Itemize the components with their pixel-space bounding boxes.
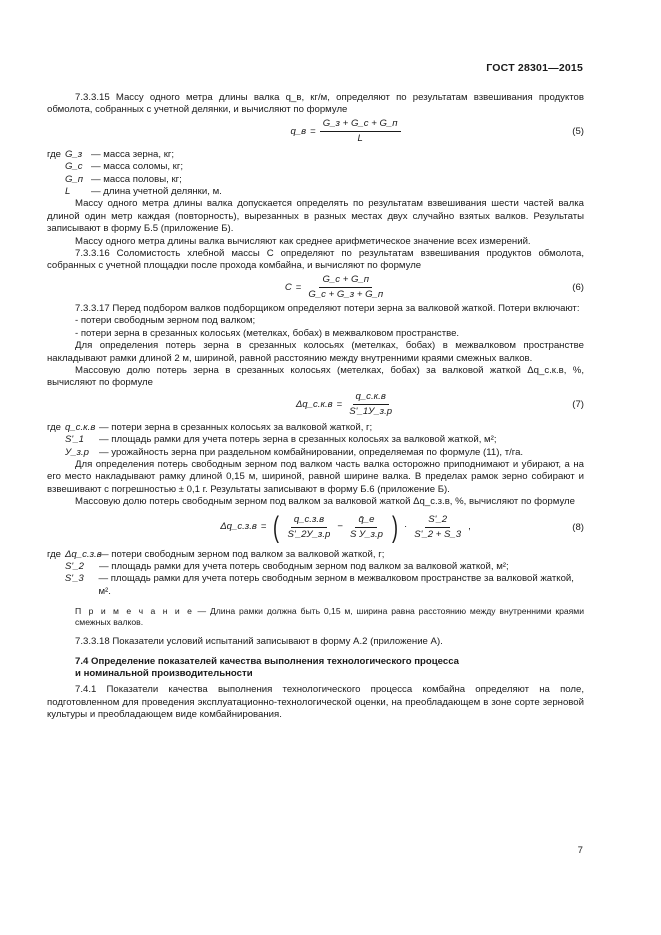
def-symbol: G_з bbox=[65, 148, 83, 160]
formula-5-denominator: L bbox=[357, 133, 363, 145]
def-symbol: L bbox=[65, 186, 71, 198]
page-content bbox=[47, 92, 584, 722]
formula-8-frac3-den: S'_2 + S_3 bbox=[414, 529, 462, 541]
formula-5-number: (5) bbox=[572, 125, 584, 137]
formula-7 bbox=[47, 390, 584, 420]
formula-8-dot: · bbox=[403, 521, 408, 533]
formula-6-eq: = bbox=[295, 281, 302, 293]
where-label: где bbox=[47, 421, 62, 433]
formula-6 bbox=[47, 273, 584, 303]
def-text: — площадь рамки для учета потерь свободным зерном в межвалковом пространстве за валковой жаткой, м². bbox=[98, 573, 574, 597]
section-heading-7-4 bbox=[47, 656, 584, 681]
formula-8-frac3-num: S'_2 bbox=[425, 514, 450, 528]
formula-7-lhs: Δq_с.к.в bbox=[295, 398, 333, 410]
def-text: — площадь рамки для учета потерь зерна в срезанных колосьях за валковой жаткой, м²; bbox=[99, 434, 497, 446]
left-paren-icon: ( bbox=[272, 510, 279, 544]
where-label: где bbox=[47, 148, 62, 160]
formula-6-numerator: G_с + G_п bbox=[319, 274, 372, 288]
formula-8 bbox=[47, 509, 584, 547]
formula-8-frac2-num: q̄_e bbox=[355, 514, 377, 528]
section-heading-line: и номинальной производительности bbox=[75, 668, 253, 679]
paragraph-mass-six-parts: Массу одного метра длины валка допускается определять по результатам взвешивания шести частей валка длиной один метр каждая (повторность), вырезанных в разных местах двух случайно взятых валков. Результаты записывают в форму Б.5 (приложение Б). bbox=[47, 198, 584, 235]
note-text: — Длина рамки должна быть 0,15 м, ширина равна расстоянию между внутренними краями смежных валков. bbox=[75, 606, 585, 628]
def-text: — масса зерна, кг; bbox=[91, 148, 175, 160]
definitions-8 bbox=[47, 549, 584, 599]
formula-7-eq: = bbox=[336, 398, 343, 410]
definitions-5 bbox=[47, 149, 584, 199]
def-text: — площадь рамки для учета потерь свободным зерном под валком за валковой жаткой, м²; bbox=[99, 560, 509, 572]
paragraph-7-3-3-15: 7.3.3.15 Массу одного метра длины валка q_в, кг/м, определяют по результатам взвешивания продуктов обмолота, собранных с учетной делянки, и вычисляют по формуле bbox=[47, 92, 584, 116]
def-symbol: S'_1 bbox=[65, 434, 84, 446]
def-symbol: G_с bbox=[65, 161, 83, 173]
paragraph-7-3-3-18: 7.3.3.18 Показатели условий испытаний записывают в форму А.2 (приложение А). bbox=[75, 636, 443, 648]
paragraph-free-grain: Для определения потерь свободным зерном под валком часть валка осторожно приподнимают и убирают, а на его место накладывают рамку длиной 0,15 м, шириной, равной ширине валка. В пределах рамок зерно собирают и взвешивают с погрешностью ± 0,1 г. Результаты записывают в форму Б.6 (приложение Б). bbox=[47, 458, 584, 495]
paragraph-7-3-3-17: 7.3.3.17 Перед подбором валков подборщиком определяют потери зерна за валковой жаткой. Потери включают: bbox=[75, 302, 580, 314]
def-text: — потери свободным зерном под валком за валковой жаткой, г; bbox=[99, 548, 385, 560]
paragraph-share-free: Массовую долю потерь свободным зерном под валком за валковой жаткой Δq_с.з.в, %, вычисляют по формуле bbox=[75, 496, 575, 508]
def-text: — масса соломы, кг; bbox=[91, 161, 184, 173]
def-symbol: q_с.к.в bbox=[65, 421, 96, 433]
definitions-7 bbox=[47, 422, 584, 459]
list-item: - потери свободным зерном под валком; bbox=[75, 315, 256, 327]
formula-6-denominator: G_с + G_з + G_п bbox=[308, 289, 384, 301]
paragraph-share-ears: Массовую долю потерь зерна в срезанных колосьях (метелках, бобах) за валковой жаткой Δq_с.к.в, %, вычисляют по формуле bbox=[47, 364, 584, 389]
where-label: где bbox=[47, 548, 62, 560]
def-text: — урожайность зерна при раздельном комбайнировании, определяемая по формуле (11), т/га. bbox=[99, 446, 524, 458]
paragraph-7-4-1: 7.4.1 Показатели качества выполнения технологического процесса комбайна определяют на поле, подготовленном для проведения эксплуатационно-технологической оценки, на преобладающем в зоне сорте зерновой культуры и преобладающем виде комбайнирования. bbox=[47, 684, 584, 721]
def-symbol: У_з.р bbox=[65, 446, 89, 458]
def-symbol: Δq_с.з.в bbox=[65, 548, 102, 560]
note-label: П р и м е ч а н и е bbox=[75, 606, 194, 617]
formula-8-frac1-den: S'_2У_з.р bbox=[287, 529, 331, 541]
def-symbol: S'_2 bbox=[65, 560, 84, 572]
def-text: — потери зерна в срезанных колосьях за валковой жаткой, г; bbox=[99, 421, 373, 433]
standard-header: ГОСТ 28301—2015 bbox=[486, 62, 583, 74]
formula-6-lhs: C bbox=[284, 281, 292, 293]
formula-7-denominator: S'_1У_з.р bbox=[349, 406, 393, 418]
formula-8-comma: , bbox=[468, 521, 471, 533]
page-number: 7 bbox=[577, 845, 583, 856]
formula-5-eq: = bbox=[310, 125, 316, 137]
def-text: — масса половы, кг; bbox=[91, 173, 182, 185]
note bbox=[47, 606, 584, 628]
paragraph-frames: Для определения потерь зерна в срезанных колосьях (метелках, бобах) в межвалковом пространстве накладывают рамки длиной 2 м, шириной, равной расстоянию между внутренними краями смежных валков. bbox=[47, 340, 584, 364]
formula-6-number: (6) bbox=[572, 281, 584, 293]
formula-7-number: (7) bbox=[572, 398, 584, 410]
def-symbol: S'_3 bbox=[64, 573, 84, 585]
formula-7-numerator: q_с.к.в bbox=[353, 391, 389, 405]
def-symbol: G_п bbox=[65, 173, 84, 185]
formula-8-eq: = bbox=[260, 521, 267, 533]
formula-8-minus: − bbox=[337, 521, 343, 533]
paragraph-7-3-3-16: 7.3.3.16 Соломистость хлебной массы C определяют по результатам взвешивания продуктов обмолота, собранных с учетной площадки после прохода комбайна, и вычисляют по формуле bbox=[47, 248, 584, 272]
formula-5-numerator: G_з + G_с + G_п bbox=[320, 118, 401, 132]
formula-8-number: (8) bbox=[572, 521, 584, 533]
right-paren-icon: ) bbox=[391, 510, 398, 544]
def-text: — длина учетной делянки, м. bbox=[91, 186, 222, 198]
list-item: - потери зерна в срезанных колосьях (метелках, бобах) в межвалковом пространстве. bbox=[75, 327, 460, 339]
formula-5-lhs: q_в bbox=[290, 125, 307, 137]
section-heading-line: 7.4 Определение показателей качества выполнения технологического процесса bbox=[75, 655, 460, 667]
formula-8-lhs: Δq_с.з.в bbox=[220, 521, 257, 533]
paragraph-mass-average: Массу одного метра длины валка вычисляют как среднее арифметическое значение всех измерений. bbox=[75, 235, 531, 247]
formula-8-frac1-num: q_с.з.в bbox=[291, 514, 327, 528]
formula-5 bbox=[47, 117, 584, 147]
formula-8-frac2-den: S У_з.р bbox=[349, 529, 383, 541]
